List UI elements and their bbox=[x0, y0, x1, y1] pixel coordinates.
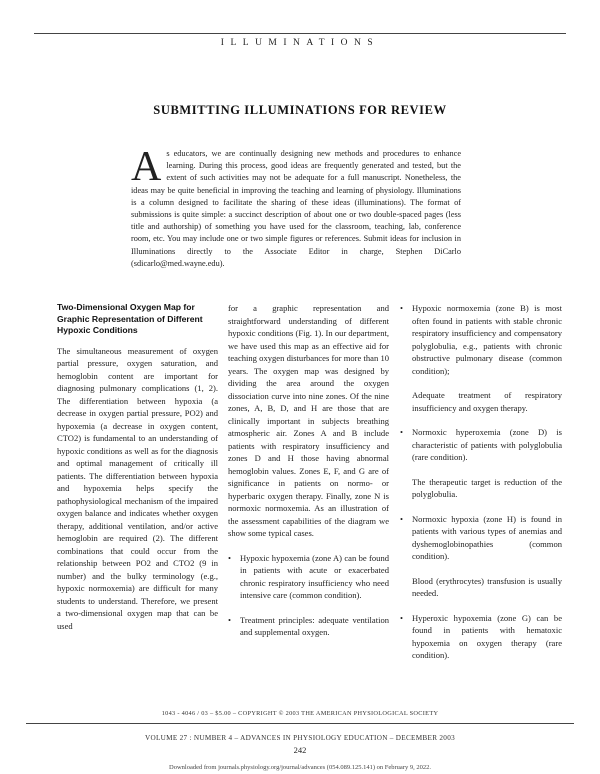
intro-paragraph bbox=[131, 144, 461, 270]
list-item: • Normoxic hypoxia (zone H) is found in patients with various types of anemias and dyshemoglobinopathies (common condition). bbox=[400, 513, 562, 563]
body-text: The simultaneous measurement of oxygen partial pressure, oxygen saturation, and hemoglobin content are important for diagnosing pulmonary complications (1, 2). The differentiation between hypoxia (a decrease in oxygen partial pressure, PO2) and hypoxemia (a decrease in oxygen content, CTO2) is fundamental to an understanding of hypoxic conditions as well as for the diagnosis and optimal management of critically ill patients. The differentiation between hypoxia and hypoxemia helps specify the pathophysiological mechanism of the impaired oxygen balance and indicates whether oxygen therapy, additional ventilation, and/or active hemoglobin are required (2). The different combinations that could occur from the relationship between PO2 and CTO2 (9 in number) and the bulky terminology (e.g., hypoxic normoxemia) are difficult for many students to understand. Therefore, we present a two-dimensional oxygen map that can be used bbox=[57, 345, 218, 631]
page-number: 242 bbox=[293, 745, 307, 755]
text-column-1 bbox=[57, 302, 218, 632]
list-item: • Hypoxic hypoxemia (zone A) can be found in patients with acute or exacerbated chronic respiratory insufficiency who need intensive care (common condition). bbox=[228, 552, 389, 602]
body-text: for a graphic representation and straightforward understanding of different hypoxic conditions (Fig. 1). In our department, we have used this map as an effective aid for teaching oxygen disturbances for more than 10 years. The oxygen map was designed by dividing the area around the oxygen dissociation curve into nine zones. Of the nine zones, A, B, D, and H are those that are clinically important in subjects breathing atmospheric air. Zones A and B include patients with respiratory insufficiency and zones D and H those having abnormal hemoglobin values. Zones E, F, and G are of significance in patients on normo- or hyperbaric oxygen therapy. Finally, zone N is normoxic normoxemia. As an illustration of the assessment capabilities of the diagram we show some typical cases. bbox=[228, 303, 389, 538]
journal-citation: VOLUME 27 : NUMBER 4 – ADVANCES IN PHYSIOLOGY EDUCATION – DECEMBER 2003 bbox=[144, 734, 455, 742]
column-title: SUBMITTING ILLUMINATIONS FOR REVIEW bbox=[153, 103, 447, 117]
footer-rule bbox=[26, 723, 574, 724]
header-rule bbox=[34, 33, 566, 34]
treatment-note: The therapeutic target is reduction of the polyglobulia. bbox=[412, 476, 562, 499]
text-column-3 bbox=[400, 302, 562, 674]
drop-cap: A bbox=[131, 144, 162, 190]
text-column-2 bbox=[228, 302, 389, 651]
list-item: • Treatment principles: adequate ventilation and supplemental oxygen. bbox=[228, 614, 389, 639]
treatment-note: Adequate treatment of respiratory insufficiency and oxygen therapy. bbox=[412, 390, 562, 413]
treatment-note: Blood (erythrocytes) transfusion is usually needed. bbox=[412, 575, 562, 598]
intro-text: s educators, we are continually designing new methods and procedures to enhance learning. During this process, good ideas are frequently generated and tested, but the extent of such activities may not be adequate for a full manuscript. Nonetheless, the ideas may be quite beneficial in improving the teaching and learning of physiology. Illuminations is a column designed to facilitate the sharing of these ideas (illuminations). The format of submissions is quite simple: a succinct description of about one or two double-spaced pages (less title and authorship) of something you have used for the classroom, teaching, lab, conference room, etc. You may include one or two simple figures or references. Submit ideas for inclusion in Illuminations directly to the Associate Editor in charge, Stephen DiCarlo (sdicarlo@med.wayne.edu). bbox=[131, 149, 461, 268]
list-item: • Hypoxic normoxemia (zone B) is most often found in patients with stable chronic respiratory insufficiency and compensatory polyglobulia, e.g., patients with chronic obstructive pulmonary disease (common condition); bbox=[400, 302, 562, 377]
copyright-line: 1043 - 4046 / 03 – $5.00 – COPYRIGHT © 2003 THE AMERICAN PHYSIOLOGICAL SOCIETY bbox=[161, 710, 439, 717]
article-heading: Two-Dimensional Oxygen Map for Graphic Representation of Different Hypoxic Conditions bbox=[57, 302, 203, 336]
journal-section-label: ILLUMINATIONS bbox=[220, 38, 380, 48]
list-item: • Hyperoxic hypoxemia (zone G) can be found in patients with hematoxic hypoxemia on oxygen therapy (rare condition). bbox=[400, 612, 562, 662]
list-item: • Normoxic hyperoxemia (zone D) is characteristic of patients with polyglobulia (rare condition). bbox=[400, 426, 562, 464]
download-notice: Downloaded from journals.physiology.org/journal/advances (054.089.125.141) on February 9, 2022. bbox=[169, 764, 431, 771]
